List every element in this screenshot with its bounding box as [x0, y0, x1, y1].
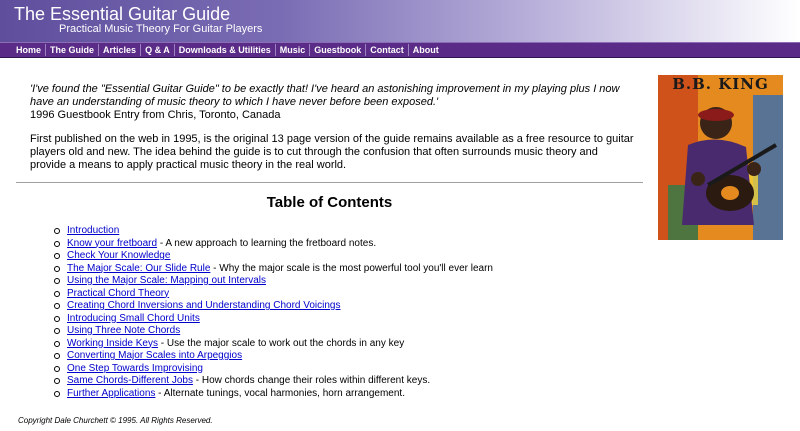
nav-the-guide[interactable]: The Guide: [46, 44, 99, 56]
poster-artwork: [658, 75, 783, 240]
bullet-icon: [54, 316, 60, 322]
toc-item: [54, 250, 493, 263]
toc-link-chord-inversions[interactable]: Creating Chord Inversions and Understanding Chord Voicings: [67, 300, 341, 311]
copyright-notice: Copyright Dale Churchett © 1995. All Rights Reserved.: [18, 416, 213, 425]
toc-link-introduction[interactable]: Introduction: [67, 225, 120, 236]
toc-link-check-your-knowledge[interactable]: Check Your Knowledge: [67, 250, 171, 261]
toc-item: [54, 350, 493, 363]
toc-item-desc: - Alternate tunings, vocal harmonies, horn arrangement.: [155, 387, 405, 399]
testimonial-quote: 'I've found the "Essential Guitar Guide" to be exactly that! I've heard an astonishing improvement in my playing plus I now have an understanding of music theory to which I have never before been exposed.': [30, 83, 620, 108]
bullet-icon: [54, 341, 60, 347]
toc-item-desc: - Use the major scale to work out the chords in any key: [157, 337, 405, 349]
bullet-icon: [54, 241, 60, 247]
nav-contact[interactable]: Contact: [366, 44, 409, 56]
site-subtitle: Practical Music Theory For Guitar Players: [59, 23, 263, 35]
bullet-icon: [54, 228, 60, 234]
toc-link-practical-chord-theory[interactable]: Practical Chord Theory: [67, 287, 170, 299]
toc-link-working-inside-keys[interactable]: Working Inside Keys: [67, 337, 158, 349]
toc-item: [54, 263, 493, 276]
section-divider: [16, 182, 643, 183]
toc-item-desc: - How chords change their roles within different keys.: [192, 375, 431, 386]
nav-about[interactable]: About: [412, 45, 439, 55]
toc-item: [54, 338, 493, 351]
bullet-icon: [54, 391, 60, 397]
toc-item: [54, 325, 493, 338]
bullet-icon: [54, 303, 60, 309]
bullet-icon: [54, 366, 60, 372]
site-banner: [0, 0, 800, 42]
bullet-icon: [54, 353, 60, 359]
site-title[interactable]: The Essential Guitar Guide: [14, 4, 231, 24]
toc-link-major-scale[interactable]: The Major Scale: Our Slide Rule: [67, 262, 211, 274]
toc-heading: Table of Contents: [266, 194, 393, 211]
nav-articles[interactable]: Articles: [99, 44, 141, 56]
toc-item: [54, 225, 493, 238]
toc-item: [54, 388, 493, 401]
bullet-icon: [54, 291, 60, 297]
testimonial-source: 1996 Guestbook Entry from Chris, Toronto, Canada: [30, 109, 281, 121]
toc-item: [54, 238, 493, 251]
toc-link-know-your-fretboard[interactable]: Know your fretboard: [67, 237, 158, 249]
toc-item-desc: - A new approach to learning the fretboard notes.: [157, 237, 377, 249]
toc-item: [54, 275, 493, 288]
bullet-icon: [54, 253, 60, 259]
toc-link-improvising[interactable]: One Step Towards Improvising: [67, 362, 203, 374]
toc-item: [54, 288, 493, 301]
toc-link-arpeggios[interactable]: Converting Major Scales into Arpeggios: [67, 350, 243, 361]
intro-paragraph: First published on the web in 1995, is the original 13 page version of the guide remains available as a free resource to guitar players old and new. The idea behind the guide is to cut through the confusion that often surrounds music theory and provide a means to apply practical music theory in the real world.: [30, 133, 634, 171]
toc-item: [54, 363, 493, 376]
bullet-icon: [54, 328, 60, 334]
toc-item: [54, 300, 493, 313]
nav-guestbook[interactable]: Guestbook: [310, 44, 366, 56]
nav-qa[interactable]: Q & A: [141, 44, 175, 56]
main-nav: [0, 42, 800, 58]
nav-music[interactable]: Music: [276, 44, 311, 56]
nav-home[interactable]: Home: [12, 44, 46, 56]
bb-king-poster: [658, 75, 783, 240]
bullet-icon: [54, 378, 60, 384]
intro-section: [30, 83, 635, 172]
toc-link-further-applications[interactable]: Further Applications: [67, 387, 156, 399]
toc-list: [54, 225, 493, 400]
toc-link-three-note-chords[interactable]: Using Three Note Chords: [67, 325, 181, 336]
toc-item: [54, 375, 493, 388]
bullet-icon: [54, 266, 60, 272]
toc-link-small-chord-units[interactable]: Introducing Small Chord Units: [67, 312, 200, 324]
nav-downloads[interactable]: Downloads & Utilities: [175, 44, 276, 56]
bullet-icon: [54, 278, 60, 284]
toc-item-desc: - Why the major scale is the most powerful tool you'll ever learn: [210, 262, 493, 274]
toc-item: [54, 313, 493, 326]
poster-title: B.B. KING: [672, 75, 769, 93]
toc-link-mapping-intervals[interactable]: Using the Major Scale: Mapping out Intervals: [67, 275, 266, 286]
toc-link-same-chords[interactable]: Same Chords-Different Jobs: [67, 375, 193, 386]
